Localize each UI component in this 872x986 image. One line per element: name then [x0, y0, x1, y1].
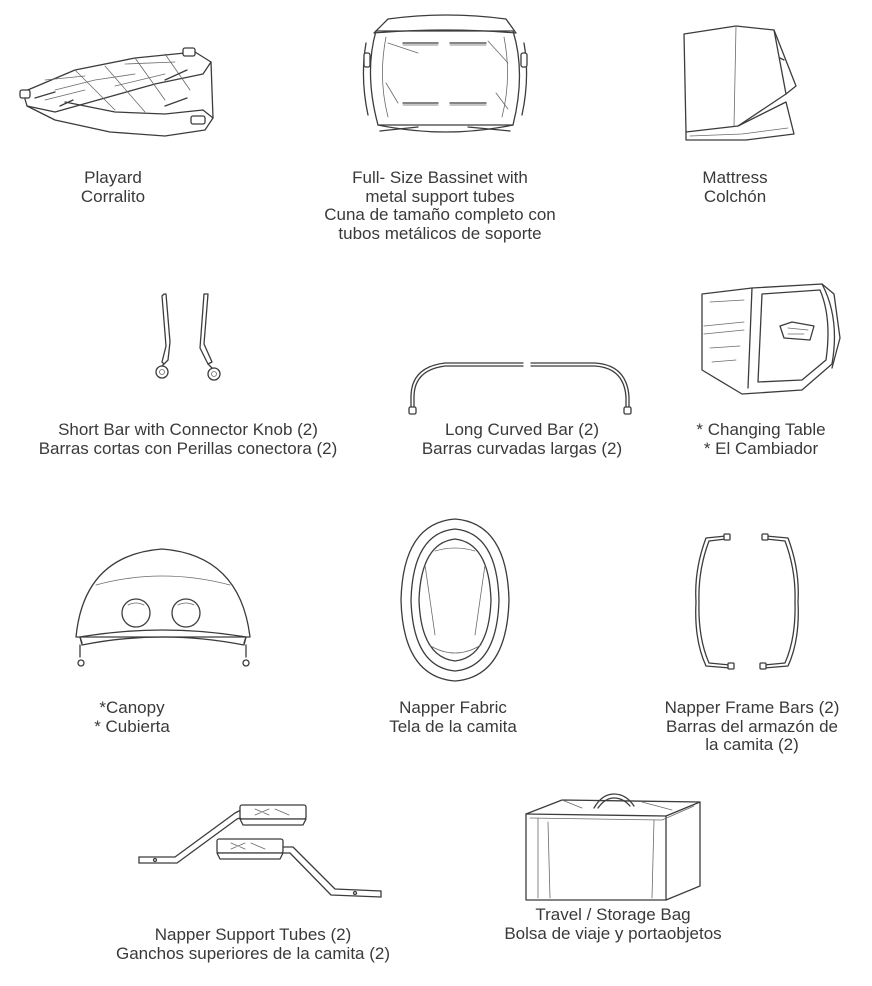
- label-en: Long Curved Bar (2): [444, 420, 600, 439]
- label-en: Napper Fabric: [399, 698, 507, 717]
- label-en: Travel / Storage Bag: [535, 905, 691, 924]
- travel-bag-caption: [504, 906, 721, 943]
- long-curved-bars-illustration: [405, 357, 635, 417]
- label-en-2: metal support tubes: [365, 186, 515, 206]
- label-en: Napper Support Tubes (2): [154, 925, 352, 944]
- label-es-1: Barras del armazón de: [666, 716, 838, 736]
- napper-tubes-caption: [116, 926, 390, 963]
- canopy-illustration: [70, 545, 255, 675]
- label-en: Napper Frame Bars (2): [664, 698, 840, 717]
- napper-support-tubes-illustration: [135, 793, 385, 908]
- label-es-2: tubos metálicos de soporte: [338, 223, 542, 243]
- label-en: * Changing Table: [696, 420, 826, 439]
- napper-fabric-caption: [389, 699, 517, 736]
- label-es: Barras cortas con Perillas conectora (2): [38, 438, 338, 458]
- long-bar-caption: [422, 421, 622, 458]
- label-es: * El Cambiador: [703, 438, 819, 458]
- label-es: * Cubierta: [94, 716, 170, 736]
- short-bars-illustration: [148, 290, 228, 385]
- short-bar-caption: [39, 421, 338, 458]
- label-es: Barras curvadas largas (2): [421, 438, 623, 458]
- playyard-caption: [81, 169, 145, 206]
- travel-bag-illustration: [522, 790, 707, 905]
- playyard-folded-illustration: [15, 40, 215, 130]
- napper-frame-caption: [665, 699, 840, 755]
- label-es: Corralito: [80, 186, 146, 206]
- bassinet-caption: [324, 169, 556, 243]
- label-es: Ganchos superiores de la camita (2): [115, 943, 391, 963]
- label-en: *Canopy: [99, 698, 165, 717]
- label-en-1: Full- Size Bassinet with: [352, 168, 528, 187]
- label-en: Playard: [84, 168, 142, 187]
- label-es-1: Cuna de tamaño completo con: [324, 205, 556, 224]
- canopy-caption: [94, 699, 170, 736]
- label-en: Mattress: [702, 168, 768, 187]
- napper-frame-bars-illustration: [692, 530, 812, 675]
- label-es-2: la camita (2): [705, 735, 799, 754]
- mattress-caption: [702, 169, 767, 206]
- napper-fabric-illustration: [395, 515, 515, 685]
- bassinet-illustration: [358, 13, 533, 138]
- mattress-illustration: [676, 22, 801, 147]
- label-es: Bolsa de viaje y portaobjetos: [504, 923, 722, 943]
- label-es: Colchón: [703, 186, 767, 206]
- label-es: Tela de la camita: [389, 716, 517, 736]
- changing-table-illustration: [692, 278, 842, 403]
- changing-table-caption: [696, 421, 825, 458]
- label-en: Short Bar with Connector Knob (2): [58, 420, 318, 439]
